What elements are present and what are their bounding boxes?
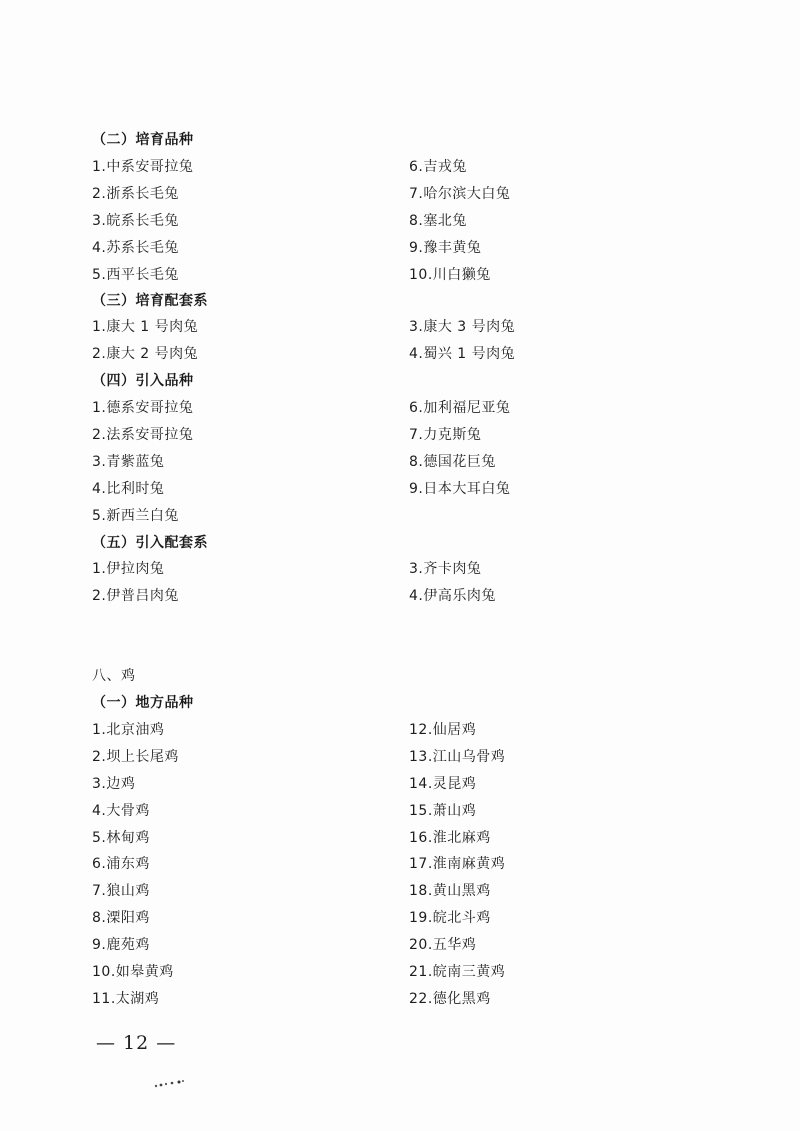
list-item: 21.皖南三黄鸡 <box>409 964 506 980</box>
list-item: 8.德国花巨兔 <box>409 454 496 470</box>
section-title-chicken: 八、鸡 <box>92 668 136 684</box>
list-item: 1.伊拉肉兔 <box>92 561 165 577</box>
section-heading-imported-breeds: （四）引入品种 <box>92 373 194 389</box>
list-item: 4.大骨鸡 <box>92 803 150 819</box>
list-item: 22.德化黑鸡 <box>409 991 491 1007</box>
list-item: 6.浦东鸡 <box>92 856 150 872</box>
list-item: 4.伊高乐肉兔 <box>409 588 496 604</box>
list-item: 14.灵昆鸡 <box>409 776 477 792</box>
list-item: 8.溧阳鸡 <box>92 910 150 926</box>
list-item: 9.鹿苑鸡 <box>92 937 150 953</box>
list-item: 5.西平长毛兔 <box>92 267 179 283</box>
list-item: 13.江山乌骨鸡 <box>409 749 506 765</box>
list-item: 5.新西兰白兔 <box>92 508 179 524</box>
list-item: 5.林甸鸡 <box>92 830 150 846</box>
section-heading-bred-breeds: （二）培育品种 <box>92 132 194 148</box>
list-item: 2.伊普吕肉兔 <box>92 588 179 604</box>
list-item: 1.中系安哥拉兔 <box>92 159 194 175</box>
list-item: 16.淮北麻鸡 <box>409 830 491 846</box>
list-item: 9.豫丰黄兔 <box>409 240 482 256</box>
list-item: 3.边鸡 <box>92 776 136 792</box>
list-item: 10.如皋黄鸡 <box>92 964 174 980</box>
list-item: 3.康大 3 号肉兔 <box>409 319 516 335</box>
scan-speck <box>152 1079 186 1089</box>
list-item: 7.力克斯兔 <box>409 427 482 443</box>
section-heading-local-breeds: （一）地方品种 <box>92 695 194 711</box>
list-item: 17.淮南麻黄鸡 <box>409 856 506 872</box>
list-item: 2.康大 2 号肉兔 <box>92 346 199 362</box>
list-item: 6.加利福尼亚兔 <box>409 400 511 416</box>
list-item: 18.黄山黑鸡 <box>409 883 491 899</box>
section-heading-imported-lines: （五）引入配套系 <box>92 535 208 551</box>
list-item: 12.仙居鸡 <box>409 722 477 738</box>
list-item: 15.萧山鸡 <box>409 803 477 819</box>
list-item: 11.太湖鸡 <box>92 991 160 1007</box>
list-item: 19.皖北斗鸡 <box>409 910 491 926</box>
page-number: — 12 — <box>96 1032 177 1054</box>
list-item: 4.蜀兴 1 号肉兔 <box>409 346 516 362</box>
list-item: 2.浙系长毛兔 <box>92 186 179 202</box>
list-item: 2.法系安哥拉兔 <box>92 427 194 443</box>
list-item: 4.苏系长毛兔 <box>92 240 179 256</box>
list-item: 3.皖系长毛兔 <box>92 213 179 229</box>
list-item: 3.齐卡肉兔 <box>409 561 482 577</box>
list-item: 7.狼山鸡 <box>92 883 150 899</box>
list-item: 1.康大 1 号肉兔 <box>92 319 199 335</box>
list-item: 20.五华鸡 <box>409 937 477 953</box>
list-item: 4.比利时兔 <box>92 481 165 497</box>
list-item: 7.哈尔滨大白兔 <box>409 186 511 202</box>
list-item: 3.青紫蓝兔 <box>92 454 165 470</box>
section-heading-bred-lines: （三）培育配套系 <box>92 293 208 309</box>
list-item: 6.吉戎兔 <box>409 159 467 175</box>
list-item: 1.北京油鸡 <box>92 722 165 738</box>
list-item: 10.川白獭兔 <box>409 267 491 283</box>
list-item: 2.坝上长尾鸡 <box>92 749 179 765</box>
list-item: 8.塞北兔 <box>409 213 467 229</box>
list-item: 9.日本大耳白兔 <box>409 481 511 497</box>
list-item: 1.德系安哥拉兔 <box>92 400 194 416</box>
